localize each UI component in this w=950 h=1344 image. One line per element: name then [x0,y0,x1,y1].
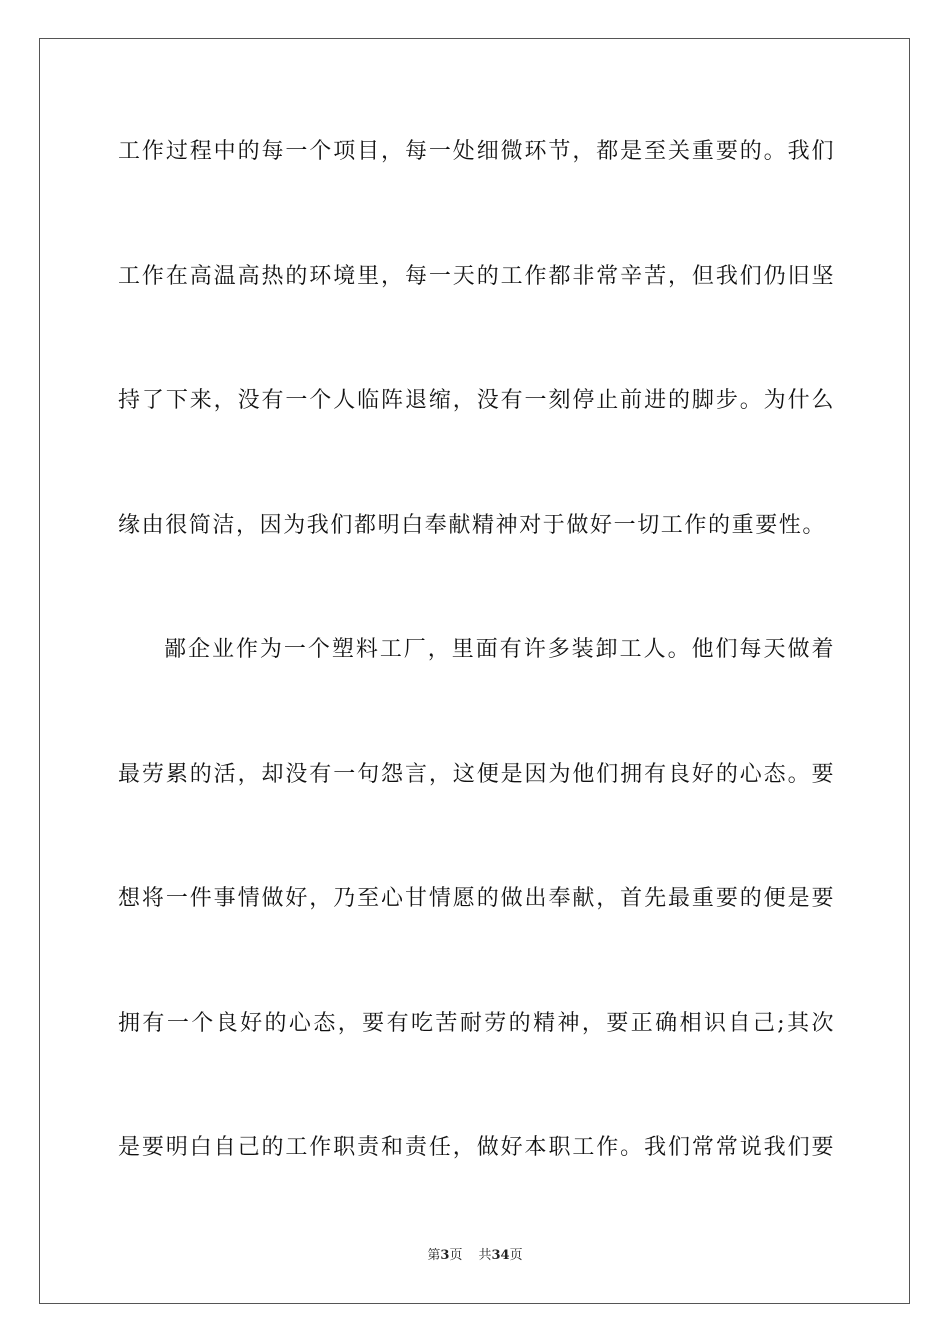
total-pages: 34 [491,1248,510,1263]
page-label-prefix: 第 [427,1248,441,1263]
text-line: 是要明白自己的工作职责和责任，做好本职工作。我们常常说我们要 [118,1135,834,1160]
total-label-suffix: 页 [509,1248,523,1263]
page-number: 3 [440,1248,450,1263]
total-label-prefix: 共 [478,1248,492,1263]
page-label-suffix: 页 [449,1248,463,1263]
text-line: 拥有一个良好的心态，要有吃苦耐劳的精神，要正确相识自己;其次 [118,1011,834,1036]
text-line: 工作过程中的每一个项目，每一处细微环节，都是至关重要的。我们 [118,139,834,164]
text-line: 最劳累的活，却没有一句怨言，这便是因为他们拥有良好的心态。要 [118,762,834,787]
text-line: 缘由很简洁，因为我们都明白奉献精神对于做好一切工作的重要性。 [118,513,827,538]
page-border [39,38,910,1304]
text-line: 工作在高温高热的环境里，每一天的工作都非常辛苦，但我们仍旧坚 [118,264,834,289]
paragraph-start-line: 鄙企业作为一个塑料工厂，里面有许多装卸工人。他们每天做着 [164,637,834,662]
page-footer [0,1247,950,1265]
text-line: 持了下来，没有一个人临阵退缩，没有一刻停止前进的脚步。为什么 [118,388,834,413]
text-line: 想将一件事情做好，乃至心甘情愿的做出奉献，首先最重要的便是要 [118,886,834,911]
